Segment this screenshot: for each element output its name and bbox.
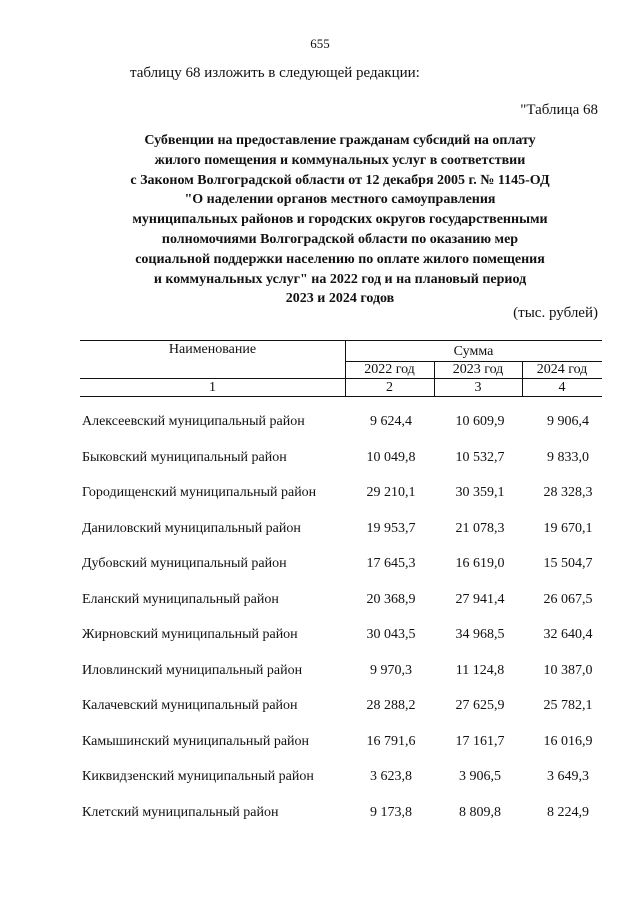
- value-2024: 26 067,5: [543, 591, 593, 607]
- col-number-2: 2: [386, 380, 393, 395]
- value-2024: 15 504,7: [543, 556, 593, 571]
- page-number: 655: [310, 36, 330, 51]
- value-2023: 21 078,3: [455, 520, 505, 536]
- table-label: "Таблица 68: [520, 102, 598, 118]
- value-2022: 9 624,4: [370, 414, 412, 429]
- table-row: [0, 761, 640, 797]
- district-name: Иловлинский муниципальный район: [82, 662, 303, 678]
- value-2022: 16 791,6: [366, 733, 416, 749]
- value-2023: 27 625,9: [455, 698, 505, 713]
- value-2022: 30 043,5: [366, 627, 416, 642]
- value-2024: 19 670,1: [543, 520, 593, 536]
- intro-text: таблицу 68 изложить в следующей редакции:: [130, 65, 420, 81]
- col-number-1: 1: [209, 380, 216, 395]
- district-name: Калачевский муниципальный район: [82, 698, 298, 713]
- district-name: Городищенский муниципальный район: [82, 485, 317, 500]
- value-2023: 16 619,0: [455, 556, 505, 571]
- value-2024: 32 640,4: [543, 627, 593, 642]
- value-2023: 27 941,4: [455, 591, 505, 607]
- value-2023: 34 968,5: [455, 627, 505, 642]
- value-2024: 3 649,3: [547, 769, 589, 784]
- value-2023: 11 124,8: [455, 662, 505, 678]
- value-2023: 30 359,1: [455, 485, 505, 500]
- table-row: [0, 442, 640, 478]
- header-year-2022: 2022 год: [364, 362, 415, 377]
- value-2024: 9 906,4: [547, 414, 589, 429]
- district-name: Клетский муниципальный район: [82, 804, 279, 820]
- value-2022: 17 645,3: [366, 556, 416, 571]
- value-2024: 10 387,0: [543, 662, 593, 678]
- value-2024: 28 328,3: [543, 485, 593, 500]
- document-title: [80, 131, 600, 309]
- value-2023: 8 809,8: [459, 804, 501, 820]
- value-2022: 10 049,8: [366, 449, 416, 465]
- table-row: [0, 584, 640, 620]
- table-row: [0, 797, 640, 833]
- value-2023: 10 532,7: [455, 449, 505, 465]
- header-year-2023: 2023 год: [452, 362, 504, 377]
- title-line: муниципальных районов и городских округов государственными: [132, 212, 548, 228]
- title-line: и коммунальных услуг" на 2022 год и на плановый период: [153, 271, 527, 287]
- value-2024: 25 782,1: [543, 698, 593, 713]
- district-name: Киквидзенский муниципальный район: [82, 769, 314, 784]
- table-row: [0, 726, 640, 762]
- value-2022: 20 368,9: [366, 591, 416, 607]
- table-row: [0, 513, 640, 549]
- value-2023: 3 906,5: [459, 769, 501, 784]
- value-2024: 8 224,9: [547, 804, 589, 820]
- value-2023: 17 161,7: [455, 733, 505, 749]
- table-row: [0, 619, 640, 655]
- col-number-4: 4: [558, 380, 566, 395]
- value-2023: 10 609,9: [455, 414, 505, 429]
- title-line: социальной поддержки населению по оплате жилого помещения: [135, 251, 545, 267]
- title-line: жилого помещения и коммунальных услуг в соответствии: [154, 152, 526, 168]
- units-label: (тыс. рублей): [513, 305, 598, 321]
- table-row: [0, 548, 640, 584]
- header-top-border: [80, 340, 602, 341]
- table-row: [0, 406, 640, 442]
- header-mid-border: [80, 378, 602, 379]
- table-row: [0, 655, 640, 691]
- value-2024: 16 016,9: [543, 733, 593, 749]
- value-2022: 3 623,8: [370, 769, 412, 784]
- district-name: Алексеевский муниципальный район: [82, 414, 305, 429]
- title-line: с Законом Волгоградской области от 12 декабря 2005 г. № 1145-ОД: [130, 172, 550, 188]
- value-2022: 28 288,2: [366, 698, 416, 713]
- value-2022: 9 173,8: [370, 804, 412, 820]
- value-2024: 9 833,0: [547, 449, 589, 465]
- value-2022: 19 953,7: [366, 520, 416, 536]
- district-name: Быковский муниципальный район: [82, 449, 287, 465]
- district-name: Камышинский муниципальный район: [82, 733, 310, 749]
- district-name: Даниловский муниципальный район: [82, 520, 301, 536]
- table-row: [0, 690, 640, 726]
- district-name: Дубовский муниципальный район: [82, 556, 287, 571]
- title-line: Субвенции на предоставление гражданам субсидий на оплату: [144, 133, 536, 148]
- title-line: полномочиями Волгоградской области по оказанию мер: [161, 231, 519, 247]
- value-2022: 29 210,1: [366, 485, 416, 500]
- header-year-2024: 2024 год: [536, 362, 588, 377]
- value-2022: 9 970,3: [370, 662, 412, 678]
- table-row: [0, 477, 640, 513]
- header-bottom-border: [80, 396, 602, 397]
- district-name: Жирновский муниципальный район: [82, 627, 298, 642]
- header-sum: Сумма: [453, 344, 494, 359]
- header-name: Наименование: [168, 342, 257, 357]
- title-line: "О наделении органов местного самоуправления: [184, 192, 496, 208]
- col-number-3: 3: [474, 380, 482, 395]
- district-name: Еланский муниципальный район: [82, 591, 279, 607]
- title-line: 2023 и 2024 годов: [285, 291, 395, 307]
